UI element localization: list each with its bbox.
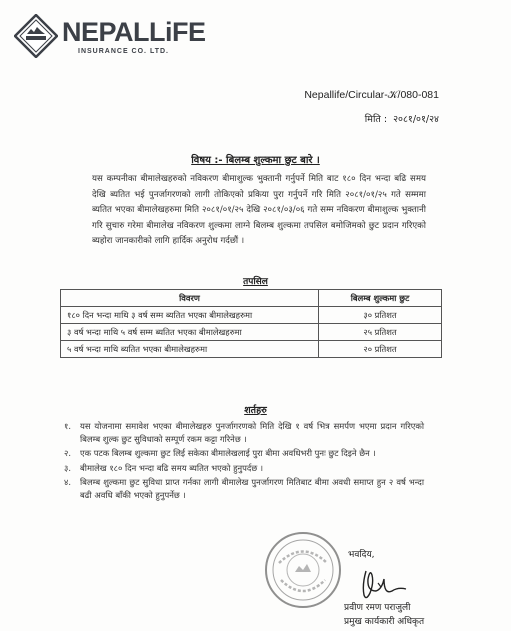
- company-logo: [14, 14, 224, 58]
- closing-salutation: भवदिय,: [348, 550, 375, 560]
- logo-mark-icon: [14, 14, 58, 58]
- date-label: मिति :: [364, 114, 388, 125]
- table-title-text: तपसिल: [243, 277, 268, 287]
- term-number: १.: [64, 421, 72, 431]
- table-cell-description: ३ वर्ष भन्दा माथि ५ वर्ष सम्म ब्यतित भएका बीमालेखहरुमा: [61, 324, 319, 341]
- company-stamp-icon: [263, 530, 343, 610]
- table-header-description: विवरण: [61, 290, 319, 307]
- term-text: एक पटक बिलम्ब शुल्कमा छुट लिई सकेका बीमालेखलाई पुरा बीमा अवधिभरी पुनः छुट दिइने छैन ।: [80, 448, 376, 459]
- list-item: [64, 476, 424, 501]
- term-text: बीमालेख १८० दिन भन्दा बढि समय ब्यतित भएको हुनुपर्दछ ।: [80, 462, 264, 473]
- table-row: [61, 324, 442, 341]
- brand-name: NEPALLiFE: [62, 17, 206, 47]
- circular-date: [365, 112, 439, 125]
- table-header-discount: बिलम्ब शुल्कमा छुट: [319, 290, 442, 307]
- table-row: [61, 341, 442, 358]
- table-header-row: [61, 290, 442, 307]
- table-title: [0, 274, 511, 287]
- body-paragraph: यस कम्पनीका बीमालेखहरुको नविकरण बीमाशुल्क भुक्तानी गर्नुपर्ने मिति बाट १८० दिन भन्दा बढि समय देखि ब्यतित भई पुनर्जागरणको लागी तोकिएको प्रकिया पुरा गर्नुपर्ने गरि मिति २०८१/०१/२५ गते सम्ममा ब्यतित भएका बीमालेखहरुमा मिति २०८१/०१/२५ देखि २०८१/०३/०६ गते सम्म नविकरण बीमाशुल्क भुक्तानी गरि सुचारु गरेमा बीमालेख नविकरण शुल्कमा लाग्ने बिलम्ब शुल्कमा तपसिल बमोजिमको छुट प्रदान गरिएको ब्यहोरा जानकारीको लागि हार्दिक अनुरोध गर्दछौं ।: [92, 174, 426, 247]
- table-row: [61, 307, 442, 324]
- term-number: ३.: [64, 462, 72, 473]
- date-value: २०८१/०१/२४: [393, 114, 439, 125]
- terms-title-text: शर्तहरु: [244, 405, 267, 416]
- terms-list: [64, 420, 424, 504]
- brand-subtitle: INSURANCE CO. LTD.: [78, 48, 169, 55]
- signer-name: प्रवीण रमण पराजुली: [344, 603, 411, 613]
- signer-title: प्रमुख कार्यकारी अधिकृत: [344, 617, 425, 627]
- table-cell-description: १८० दिन भन्दा माथि ३ वर्ष सम्म ब्यतित भएका बीमालेखहरुमा: [61, 307, 319, 324]
- term-number: २.: [64, 448, 72, 459]
- term-text: बिलम्ब शुल्कमा छुट सुविधा प्राप्त गर्नका लागी बीमालेख पुनर्जागरण मितिबाट बीमा अवधी समाप्त हुन २ वर्ष भन्दा बढी अवधि बाँकी भएको हुनुपर्नेछ ।: [80, 477, 424, 500]
- table-cell-discount: २५ प्रतिशत: [319, 324, 442, 341]
- table-cell-discount: २० प्रतिशत: [319, 341, 442, 358]
- subject-line: [0, 152, 511, 166]
- table-cell-description: ५ वर्ष भन्दा माथि ब्यतित भएका बीमालेखहरुमा: [61, 341, 319, 358]
- term-number: ४.: [64, 477, 72, 488]
- list-item: [64, 462, 424, 475]
- signature-icon: [348, 565, 416, 605]
- terms-title: [0, 403, 511, 416]
- list-item: [64, 420, 424, 445]
- discount-table: [60, 289, 442, 358]
- subject-text: विषय :- बिलम्ब शुल्कमा छुट बारे ।: [191, 155, 320, 166]
- reference-number: Nepallife/Circular-𝒦/080-081: [304, 89, 439, 101]
- term-text: यस योजनामा समावेश भएका बीमालेखहरु पुनर्जागरणको मिति देखि १ वर्ष भित्र समर्पण भएमा प्रदान गरिएको बिलम्ब शुल्क छुट सुविधाको सम्पूर्ण रकम कट्टा गरिनेछ ।: [80, 421, 424, 444]
- table-cell-discount: ३० प्रतिशत: [319, 307, 442, 324]
- list-item: [64, 447, 424, 460]
